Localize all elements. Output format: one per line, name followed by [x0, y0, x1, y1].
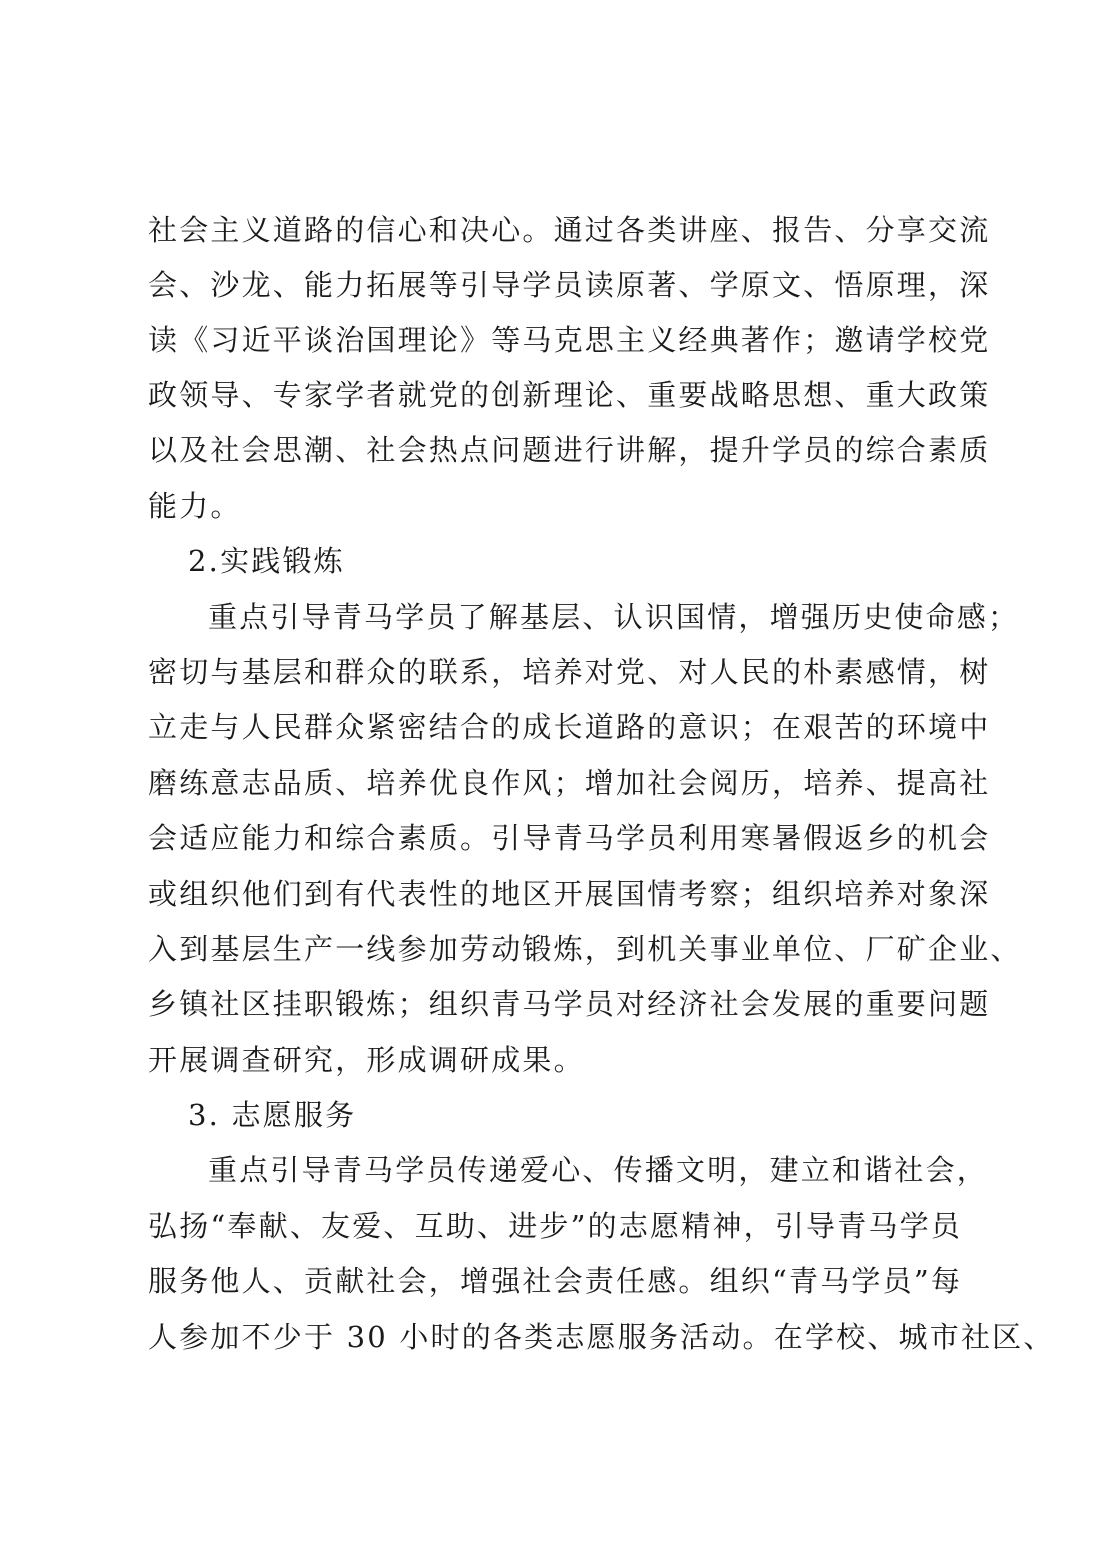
text-line: 能力。 — [148, 489, 242, 523]
text-line: 会、沙龙、能力拓展等引导学员读原著、学原文、悟原理，深 — [148, 268, 991, 302]
section-heading: 3. 志愿服务 — [188, 1098, 357, 1132]
text-line: 社会主义道路的信心和决心。通过各类讲座、报告、分享交流 — [148, 213, 991, 247]
text-line: 或组织他们到有代表性的地区开展国情考察；组织培养对象深 — [148, 877, 991, 911]
text-line: 政领导、专家学者就党的创新理论、重要战略思想、重大政策 — [148, 378, 991, 412]
text-line: 乡镇社区挂职锻炼；组织青马学员对经济社会发展的重要问题 — [148, 987, 991, 1021]
text-line: 读《习近平谈治国理论》等马克思主义经典著作；邀请学校党 — [148, 323, 991, 357]
text-line: 开展调查研究，形成调研成果。 — [148, 1043, 585, 1077]
text-line: 弘扬“奉献、友爱、互助、进步”的志愿精神，引导青马学员 — [148, 1209, 963, 1243]
text-line: 服务他人、贡献社会，增强社会责任感。组织“青马学员”每 — [148, 1264, 963, 1298]
section-heading: 2.实践锻炼 — [188, 544, 345, 578]
text-line: 重点引导青马学员了解基层、认识国情，增强历史使命感； — [208, 600, 1020, 634]
text-line: 密切与基层和群众的联系，培养对党、对人民的朴素感情，树 — [148, 655, 991, 689]
text-line: 入到基层生产一线参加劳动锻炼，到机关事业单位、厂矿企业、 — [148, 932, 1022, 966]
text-line: 立走与人民群众紧密结合的成长道路的意识；在艰苦的环境中 — [148, 710, 991, 744]
text-line: 重点引导青马学员传递爱心、传播文明，建立和谐社会， — [208, 1153, 989, 1187]
text-line: 人参加不少于 30 小时的各类志愿服务活动。在学校、城市社区、 — [148, 1320, 1055, 1354]
text-line: 以及社会思潮、社会热点问题进行讲解，提升学员的综合素质 — [148, 433, 991, 467]
text-line: 会适应能力和综合素质。引导青马学员利用寒暑假返乡的机会 — [148, 821, 991, 855]
text-line: 磨练意志品质、培养优良作风；增加社会阅历，培养、提高社 — [148, 766, 991, 800]
